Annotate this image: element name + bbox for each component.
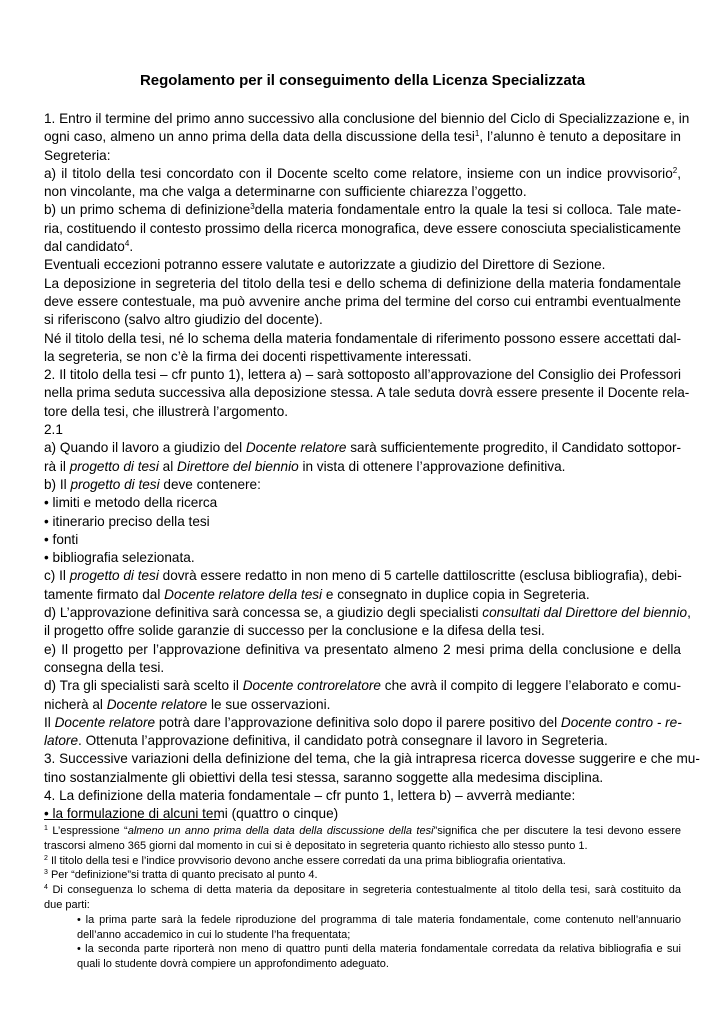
text-run: 2.1 <box>44 422 63 438</box>
body-line <box>44 275 681 293</box>
italic-text: Docente relatore della tesi <box>164 586 323 602</box>
footnote-ref: 2 <box>672 165 678 175</box>
body-line <box>44 165 681 183</box>
text-run: ”significa che per discutere la tesi devono essere <box>433 825 681 837</box>
text-run: d) L’approvazione definitiva sarà concessa se, a giudizio degli specialisti <box>44 605 483 621</box>
italic-text: Docente controrelatore <box>242 678 381 694</box>
body-line <box>44 732 681 750</box>
text-run: Il <box>44 714 55 730</box>
text-run: Di conseguenza lo schema di detta materia da depositare in segreteria contestualmente al titolo della tesi, sarà costituito da <box>47 884 681 897</box>
footnote-ref: 4 <box>44 884 48 892</box>
text-run: 4. La definizione della materia fondamentale – cfr punto 1, lettera b) – avverrà mediante: <box>44 787 576 803</box>
body-line <box>44 384 690 402</box>
text-run: al <box>158 458 177 474</box>
body-line <box>44 714 681 732</box>
body-line <box>44 147 681 165</box>
text-run: . Ottenuta l’approvazione definitiva, il candidato potrà consegnare il lavoro in Segreteria. <box>78 733 608 749</box>
text-run: L’espressione “ <box>47 825 128 837</box>
document-body <box>44 110 700 824</box>
text-run: Segreteria: <box>44 147 111 163</box>
body-line <box>44 311 681 329</box>
body-line <box>44 622 681 640</box>
text-run: tore della tesi, che illustrerà l’argomento. <box>44 403 289 419</box>
body-line <box>44 787 681 805</box>
body-line <box>44 128 681 146</box>
text-run: sarà sufficientemente progredito, il Candidato sottopor- <box>346 440 682 456</box>
text-run: consegna della tesi. <box>44 659 165 675</box>
body-line <box>44 330 681 348</box>
text-run: deve essere contestuale, ma può avvenire anche prima del termine del corso cui entrambi eventualmente <box>44 293 681 309</box>
text-run: ogni caso, almeno un anno prima della data della discussione della tesi <box>44 129 475 145</box>
text-run: , <box>687 605 691 621</box>
italic-text: Docente contro - re- <box>560 714 682 730</box>
body-line <box>44 750 700 768</box>
body-line <box>44 403 681 421</box>
body-line <box>44 110 690 128</box>
text-run: che avrà il compito di leggere l’elaborato e comu- <box>381 678 681 694</box>
body-line <box>44 421 681 439</box>
body-line <box>44 531 681 549</box>
text-run: a) Quando il lavoro a giudizio del <box>44 440 246 456</box>
text-run: in vista di ottenere l’approvazione definitiva. <box>298 458 566 474</box>
text-run: • bibliografia selezionata. <box>44 550 195 566</box>
footnote-line <box>44 898 681 913</box>
footnote-line <box>44 928 681 943</box>
body-line <box>44 220 681 238</box>
footnote-ref: 1 <box>44 825 48 832</box>
footnote-line <box>44 868 681 883</box>
italic-text: consultati dal Direttore del biennio <box>482 605 688 621</box>
text-run: Per “definizione”si tratta di quanto precisato al punto 4. <box>47 869 318 882</box>
footnote-line <box>44 839 681 854</box>
text-run: ria, costituendo il contesto prossimo della ricerca monografica, deve essere conosciuta specialisticamente <box>44 220 681 236</box>
body-line <box>44 696 681 714</box>
body-line <box>44 586 681 604</box>
italic-text: progetto di tesi <box>69 568 159 584</box>
body-line <box>44 805 681 823</box>
text-run: la segreteria, se non c’è la firma dei docenti rispettivamente interessati. <box>44 348 472 364</box>
text-run: tino sostanzialmente gli obiettivi della tesi stessa, saranno soggette alla medesima disciplina. <box>44 769 604 785</box>
text-run: dell’anno accademico in cui lo studente l’ha frequentata; <box>77 928 351 941</box>
text-run: • la formulazione di alcuni temi (quattro o cinque) <box>44 806 339 822</box>
body-line <box>44 256 681 274</box>
text-run: b) un primo schema di definizione <box>44 202 251 218</box>
text-run: , l’alunno è tenuto a depositare in <box>479 129 681 145</box>
text-run: 2. Il titolo della tesi – cfr punto 1), lettera a) – sarà sottoposto all’approvazione del Consiglio dei Professori <box>44 367 681 383</box>
text-run: . <box>129 239 134 255</box>
body-line <box>44 348 681 366</box>
text-run: trascorsi almeno 365 giorni dal momento in cui si è depositato in segreteria quanto richiesto allo stesso punto 1. <box>44 839 588 852</box>
footnote-line <box>44 824 681 839</box>
italic-text: progetto di tesi <box>69 458 159 474</box>
text-run: Eventuali eccezioni potranno essere valutate e autorizzate a giudizio del Direttore di Sezione. <box>44 257 606 273</box>
text-run: il progetto offre solide garanzie di successo per la conclusione e la difesa della tesi. <box>44 623 545 639</box>
footnote-ref: 3 <box>44 869 48 877</box>
text-run: • la prima parte sarà la fedele riproduzione del programma di tale materia fondamentale, come contenuto nell’annuario <box>77 913 681 926</box>
footnote-line <box>44 854 681 869</box>
text-run: • limiti e metodo della ricerca <box>44 495 218 511</box>
text-run: deve contenere: <box>159 476 261 492</box>
text-run: e) Il progetto per l’approvazione definitiva va presentato almeno 2 mesi prima della conclusione e della <box>44 641 681 657</box>
text-run: • fonti <box>44 531 79 547</box>
body-line <box>44 366 681 384</box>
text-run: c) Il <box>44 568 70 584</box>
italic-text: progetto di tesi <box>70 476 160 492</box>
text-run: quali lo studente dovrà compiere un approfondimento adeguato. <box>77 958 389 971</box>
text-run: 1. Entro il termine del primo anno successivo alla conclusione del biennio del Ciclo di Specializzazione e, in <box>44 111 690 126</box>
text-run: tamente firmato dal <box>44 586 165 602</box>
text-run: • la seconda parte riporterà non meno di quattro punti della materia fondamentale corredata da relativa bibliografia e sui <box>77 943 681 956</box>
italic-text: Docente relatore <box>54 714 156 730</box>
body-line <box>44 641 681 659</box>
text-run: della materia fondamentale entro la quale la tesi si colloca. Tale mate- <box>254 202 681 218</box>
text-run: a) il titolo della tesi concordato con il Docente scelto come relatore, insieme con un indice provvisorio <box>44 165 673 181</box>
footnote-line <box>44 883 681 898</box>
body-line <box>44 476 681 494</box>
text-run: potrà dare l’approvazione definitiva solo dopo il parere positivo del <box>155 714 561 730</box>
text-run: due parti: <box>44 898 90 911</box>
text-run: nella prima seduta successiva alla deposizione stessa. A tale seduta dovrà essere presente il Docente rela- <box>44 385 690 401</box>
footnotes <box>44 824 681 972</box>
body-line <box>44 183 681 201</box>
text-run: e consegnato in duplice copia in Segreteria. <box>322 586 590 602</box>
italic-text: Direttore del biennio <box>177 458 299 474</box>
text-run: dovrà essere redatto in non meno di 5 cartelle dattiloscritte (esclusa bibliografia), debi- <box>158 568 682 584</box>
italic-text: almeno un anno prima della data della discussione della tesi <box>127 825 434 837</box>
body-line <box>44 201 681 219</box>
footnote-line <box>44 942 681 957</box>
text-run: non vincolante, ma che valga a determinarne con sufficiente chiarezza l’oggetto. <box>44 184 527 200</box>
text-run: Il titolo della tesi e l’indice provvisorio devono anche essere corredati da una prima bibliografia orientativa. <box>47 854 566 867</box>
body-line <box>44 494 681 512</box>
body-line <box>44 293 681 311</box>
body-line <box>44 549 681 567</box>
footnote-ref: 2 <box>44 854 48 862</box>
body-line <box>44 458 681 476</box>
text-run: rà il <box>44 458 70 474</box>
body-line <box>44 513 681 531</box>
body-line <box>44 238 681 256</box>
footnote-line <box>44 957 681 972</box>
text-run: d) Tra gli specialisti sarà scelto il <box>44 678 243 694</box>
italic-text: latore <box>44 733 79 749</box>
body-line <box>44 567 681 585</box>
footnote-separator <box>44 819 219 820</box>
text-run: Né il titolo della tesi, né lo schema della materia fondamentale di riferimento possono essere accettati dal- <box>44 330 681 346</box>
text-run: dal candidato <box>44 239 125 255</box>
text-run: si riferiscono (salvo altro giudizio del docente). <box>44 312 323 328</box>
text-run: , <box>677 165 681 181</box>
text-run: le sue osservazioni. <box>207 696 331 712</box>
italic-text: Docente relatore <box>106 696 208 712</box>
footnote-ref: 3 <box>250 202 255 212</box>
body-line <box>44 439 681 457</box>
body-line <box>44 659 681 677</box>
document-title: Regolamento per il conseguimento della Licenza Specializzata <box>139 72 586 89</box>
body-line <box>44 769 681 787</box>
body-line <box>44 677 681 695</box>
text-run: • itinerario preciso della tesi <box>44 513 210 529</box>
footnote-line <box>44 913 681 928</box>
text-run: La deposizione in segreteria del titolo della tesi e dello schema di definizione della materia fondamentale <box>44 275 681 291</box>
body-line <box>44 604 691 622</box>
italic-text: Docente relatore <box>245 440 347 456</box>
text-run: nicherà al <box>44 696 107 712</box>
text-run: b) Il <box>44 476 71 492</box>
footnote-ref: 4 <box>124 239 130 249</box>
text-run: 3. Successive variazioni della definizione del tema, che la già intrapresa ricerca dovesse suggerire e che mu- <box>44 751 700 767</box>
footnote-ref: 1 <box>474 129 480 139</box>
